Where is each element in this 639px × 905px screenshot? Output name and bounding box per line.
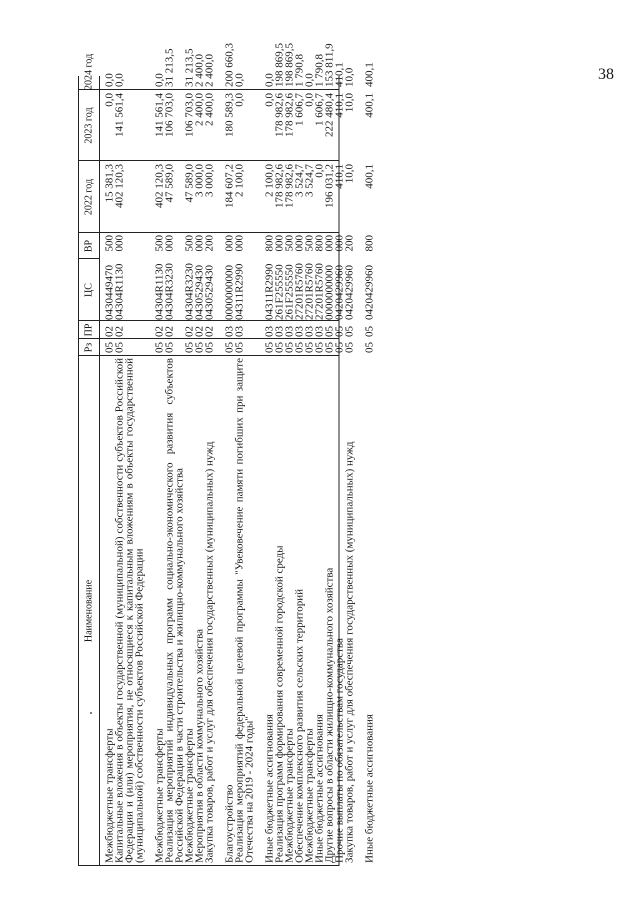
amount-2022: 3 524,7 <box>292 164 305 197</box>
amount-2022: 3 524,7 <box>302 164 315 197</box>
cs-cell: 261F255550 <box>282 264 295 320</box>
amount-2023: 0,0 <box>262 93 275 107</box>
amount-2023: 1 606,7 <box>312 93 325 126</box>
budget-table <box>78 43 375 866</box>
amount-2022: 2 100,0 <box>232 164 245 197</box>
amount-2023: 2 400,0 <box>192 93 205 126</box>
rz-cell: 05 <box>272 342 285 353</box>
amount-2022: 400,1 <box>362 164 375 189</box>
rz-cell: 05 <box>262 342 275 353</box>
row-name: Благоустройство <box>222 784 235 863</box>
vr-cell: 000 <box>192 235 205 252</box>
pr-cell: 03 <box>262 326 275 337</box>
amount-2022: 410,1 <box>332 164 345 189</box>
vr-cell: 000 <box>112 235 125 252</box>
rz-cell: 05 <box>302 342 315 353</box>
column-divider <box>78 320 339 321</box>
pr-cell: 03 <box>222 326 235 337</box>
cs-cell: 0000000000 <box>322 265 335 320</box>
row-name: Реализация программ формирования современной городской среды <box>272 545 285 863</box>
cs-cell: 04304R1130 <box>152 263 165 320</box>
cs-cell: 0430449470 <box>102 265 115 320</box>
rz-cell: 05 <box>112 342 125 353</box>
amount-2022: 184 607,2 <box>222 164 235 208</box>
cs-cell: 0430529430 <box>192 265 205 320</box>
vr-cell: 500 <box>102 235 115 252</box>
row-name: Межбюджетные трансферты <box>152 728 165 863</box>
column-divider <box>78 160 339 161</box>
row-name: Обеспечение комплексного развития сельских территорий <box>292 589 305 863</box>
header-2022: 2022 год <box>83 178 94 216</box>
amount-2023: 180 589,3 <box>222 93 235 137</box>
amount-2024: 400,1 <box>362 62 375 87</box>
row-name: Иные бюджетные ассигнования <box>312 714 325 863</box>
row-name: Прочие выплаты по обязательствам государства <box>332 638 345 863</box>
vr-cell: 000 <box>222 235 235 252</box>
rz-cell: 05 <box>182 342 195 353</box>
row-name: Иные бюджетные ассигнования <box>362 714 375 863</box>
row-name: Реализация мероприятий индивидуальных программ социально-экономического развития субъектов Российской Федерации в части строительства и жилищно-коммунального хозяйства <box>162 358 185 863</box>
rz-cell: 05 <box>162 342 175 353</box>
amount-2023: 0,0 <box>102 93 115 107</box>
vr-cell: 000 <box>162 235 175 252</box>
cs-cell: 27201R5760 <box>312 263 325 320</box>
amount-2024: 410,1 <box>332 62 345 87</box>
rz-cell: 05 <box>292 342 305 353</box>
amount-2023: 0,0 <box>302 93 315 107</box>
amount-2023: 2 400,0 <box>202 93 215 126</box>
pr-cell: 03 <box>272 326 285 337</box>
rz-cell: 05 <box>342 342 355 353</box>
cs-cell: 0420429960 <box>332 265 345 320</box>
row-name: Межбюджетные трансферты <box>282 728 295 863</box>
pr-cell: 02 <box>162 326 175 337</box>
rz-cell: 05 <box>322 342 335 353</box>
table-border-left <box>78 865 339 866</box>
row-name: Закупка товаров, работ и услуг для обеспечения государственных (муниципальных) нужд <box>202 441 215 863</box>
rz-cell: 05 <box>332 342 345 353</box>
rz-cell: 05 <box>192 342 205 353</box>
amount-2023: 178 982,6 <box>282 93 295 137</box>
column-divider <box>78 89 339 90</box>
vr-cell: 800 <box>312 235 325 252</box>
pr-cell: 02 <box>192 326 205 337</box>
header-2024: 2024 год <box>83 53 94 90</box>
pr-cell: 05 <box>362 326 375 337</box>
vr-cell: 800 <box>262 235 275 252</box>
amount-2022: 178 982,6 <box>282 164 295 208</box>
pr-cell: 02 <box>182 326 195 337</box>
pr-cell: 03 <box>302 326 315 337</box>
amount-2023: 106 703,0 <box>182 93 195 137</box>
row-name: Капитальные вложения в объекты государственной (муниципальной) собственности субъектов Российской Федерации и (или) мероприятия, не относящиеся к капитальным вложениям в объекты государственной (муниципальной) собственности субъектов Российской Федерации <box>112 358 145 863</box>
amount-2022: 402 120,3 <box>112 164 125 208</box>
row-name: Другие вопросы в области жилищно-коммунального хозяйства <box>322 567 335 863</box>
vr-cell: 000 <box>332 235 345 252</box>
amount-2022: 3 000,0 <box>202 164 215 197</box>
cs-cell: 27201R5760 <box>302 263 315 320</box>
header-pr: ПР <box>83 323 94 337</box>
amount-2023: 222 480,4 <box>322 93 335 137</box>
vr-cell: 000 <box>232 235 245 252</box>
amount-2024: 0,0 <box>112 73 125 87</box>
amount-2024: 0,0 <box>102 73 115 87</box>
cs-cell: 0430529430 <box>202 265 215 320</box>
cs-cell: 04311R2990 <box>262 263 275 320</box>
amount-2024: 153 811,9 <box>322 43 335 87</box>
row-name: Межбюджетные трансферты <box>102 728 115 863</box>
vr-cell: 000 <box>292 235 305 252</box>
pr-cell: 05 <box>322 326 335 337</box>
row-name: Межбюджетные трансферты <box>302 728 315 863</box>
pr-cell: 02 <box>112 326 125 337</box>
amount-2024: 0,0 <box>232 73 245 87</box>
page-number: 38 <box>598 66 614 83</box>
amount-2024: 198 869,5 <box>282 43 295 87</box>
vr-cell: 500 <box>182 235 195 252</box>
pr-cell: 03 <box>312 326 325 337</box>
amount-2022: 196 031,2 <box>322 164 335 208</box>
amount-2024: 31 213,5 <box>162 48 175 87</box>
column-divider <box>78 355 339 356</box>
amount-2024: 0,0 <box>152 73 165 87</box>
pr-cell: 02 <box>152 326 165 337</box>
pr-cell: 05 <box>342 326 355 337</box>
rz-cell: 05 <box>282 342 295 353</box>
header-name: Наименование <box>83 579 94 643</box>
amount-2022: 3 000,0 <box>192 164 205 197</box>
amount-2023: 106 703,0 <box>162 93 175 137</box>
amount-2023: 1 606,7 <box>292 93 305 126</box>
rz-cell: 05 <box>152 342 165 353</box>
amount-2023: 141 561,4 <box>112 93 125 137</box>
cs-cell: 04311R2990 <box>232 263 245 320</box>
amount-2023: 410,1 <box>332 93 345 118</box>
row-name: Реализация мероприятий федеральной целевой программы "Увековечение памяти погибших при защите Отечества на 2019 - 2024 годы" <box>232 358 255 863</box>
header-divider <box>99 76 100 866</box>
vr-cell: 800 <box>362 235 375 252</box>
amount-2024: 200 660,3 <box>222 43 235 87</box>
vr-cell: 000 <box>272 235 285 252</box>
cs-cell: 261F255550 <box>272 264 285 320</box>
header-vr: ВР <box>83 239 94 253</box>
amount-2022: 0,0 <box>312 164 325 178</box>
amount-2024: 1 790,8 <box>312 54 325 87</box>
amount-2023: 178 982,6 <box>272 93 285 137</box>
vr-cell: 500 <box>152 235 165 252</box>
amount-2024: 1 790,8 <box>292 54 305 87</box>
amount-2023: 10,0 <box>342 93 355 113</box>
vr-cell: 200 <box>342 235 355 252</box>
amount-2022: 47 589,0 <box>182 164 195 203</box>
amount-2024: 2 400,0 <box>192 54 205 87</box>
pr-cell: 02 <box>202 326 215 337</box>
vr-cell: 200 <box>202 235 215 252</box>
amount-2023: 400,1 <box>362 93 375 118</box>
amount-2022: 10,0 <box>342 164 355 184</box>
vr-cell: 500 <box>302 235 315 252</box>
rz-cell: 05 <box>312 342 325 353</box>
header-rz: Рз <box>83 342 94 353</box>
cs-cell: 0000000000 <box>222 265 235 320</box>
cs-cell: 0420429960 <box>342 265 355 320</box>
rz-cell: 05 <box>232 342 245 353</box>
row-name: Мероприятия в области коммунального хозяйства <box>192 628 205 863</box>
rz-cell: 05 <box>222 342 235 353</box>
rz-cell: 05 <box>202 342 215 353</box>
rz-cell: 05 <box>102 342 115 353</box>
pr-cell: 05 <box>332 326 345 337</box>
cs-cell: 0420429960 <box>362 265 375 320</box>
amount-2023: 141 561,4 <box>152 93 165 137</box>
row-name: Межбюджетные трансферты <box>182 728 195 863</box>
pr-cell: 03 <box>232 326 245 337</box>
amount-2022: 178 982,6 <box>272 164 285 208</box>
amount-2023: 0,0 <box>232 93 245 107</box>
pr-cell: 02 <box>102 326 115 337</box>
amount-2022: 2 100,0 <box>262 164 275 197</box>
cs-cell: 04304R3230 <box>182 263 195 320</box>
vr-cell: 500 <box>282 235 295 252</box>
pr-cell: 03 <box>282 326 295 337</box>
amount-2022: 402 120,3 <box>152 164 165 208</box>
vr-cell: 000 <box>322 235 335 252</box>
amount-2022: 15 381,3 <box>102 164 115 203</box>
column-divider <box>78 232 339 233</box>
pr-cell: 03 <box>292 326 305 337</box>
header-cs: ЦС <box>83 283 94 297</box>
rz-cell: 05 <box>362 342 375 353</box>
amount-2024: 31 213,5 <box>182 48 195 87</box>
amount-2024: 0,0 <box>302 73 315 87</box>
cs-cell: 27201R5760 <box>292 263 305 320</box>
amount-2022: 47 589,0 <box>162 164 175 203</box>
amount-2024: 2 400,0 <box>202 54 215 87</box>
header-2023: 2023 год <box>83 107 94 144</box>
amount-2024: 10,0 <box>342 67 355 87</box>
amount-2024: 198 869,5 <box>272 43 285 87</box>
cs-cell: 04304R1130 <box>112 263 125 320</box>
amount-2024: 0,0 <box>262 73 275 87</box>
row-name: Иные бюджетные ассигнования <box>262 714 275 863</box>
row-name: Закупка товаров, работ и услуг для обеспечения государственных (муниципальных) нужд <box>342 441 355 863</box>
cs-cell: 04304R3230 <box>162 263 175 320</box>
